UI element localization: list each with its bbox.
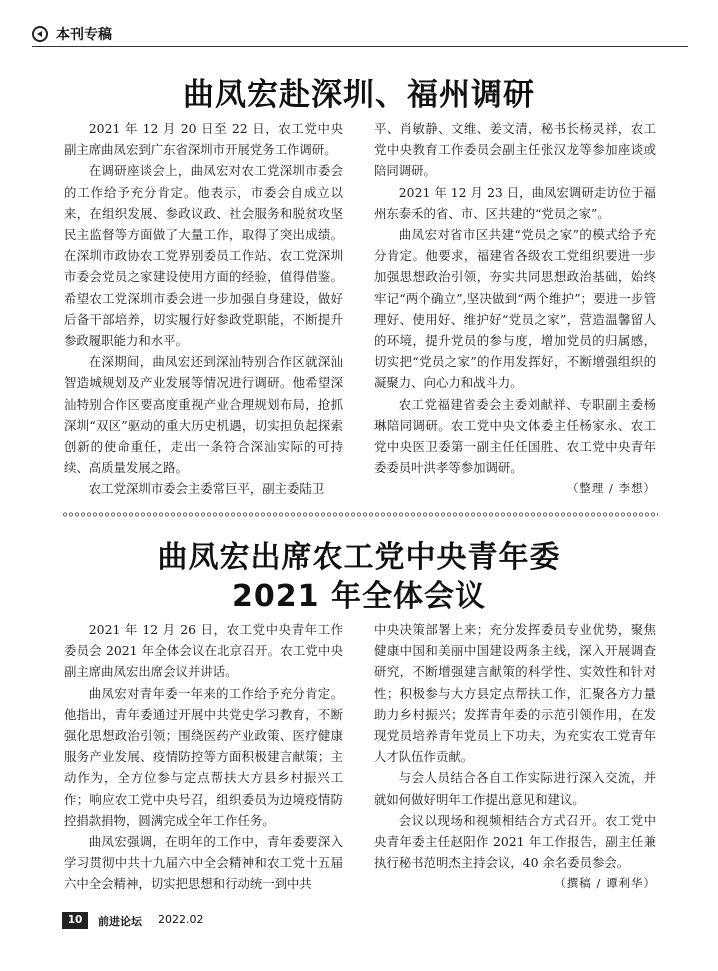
article2-title-line2: 2021 年全体会议 [232,579,486,614]
article1-paragraph: 平、肖敏静、文维、姜文清，秘书长杨灵祥，农工党中央教育工作委员会副主任张汉龙等参加座谈或陪同调研。 [374,121,656,179]
section-label: 本刊专稿 [56,27,112,43]
issue-number: 2022.02 [158,913,204,926]
article2-right-column [374,619,656,895]
arrow-circle-icon [32,26,48,42]
article1-paragraph: 2021 年 12 月 23 日，曲凤宏调研走访位于福州东泰禾的省、市、区共建的“党员之家”。 [374,184,656,221]
article1-credit: （整理 / 李想） [566,481,656,496]
journal-name: 前进论坛 [98,915,142,928]
article2-credit: （撰稿 / 谭利华） [554,876,656,891]
article1-paragraph: 农工党深圳市委会主委常巨平，副主委陆卫 [88,481,325,497]
article2-paragraph: 曲凤宏对青年委一年来的工作给予充分肯定。他指出，青年委通过开展中共党史学习教育，不断强化思想政治引领；围绕医药产业政策、医疗健康服务产业发展、疫情防控等方面积极建言献策；主动作为，全方位参与定点帮扶大方县乡村振兴工作；响应农工党中央号召，组织委员为边境疫情防控捐款捐物，圆满完成全年工作任务。 [64,685,343,828]
article2-paragraph: 曲凤宏强调，在明年的工作中，青年委要深入学习贯彻中共十九届六中全会精神和农工党十五届六中全会精神，切实把思想和行动统一到中共 [64,834,343,892]
article2-paragraph: 与会人员结合各自工作实际进行深入交流，并就如何做好明年工作提出意见和建议。 [374,770,656,807]
article1-paragraph: 在调研座谈会上，曲凤宏对农工党深圳市委会的工作给予充分肯定。他表示，市委会自成立以来，在组织发展、参政议政、社会服务和脱贫攻坚民主监督等方面做了大量工作，取得了突出成绩。在深圳市政协农工党界别委员工作站、农工党深圳市委会党员之家建设使用方面的经验，值得借鉴。希望农工党深圳市委会进一步加强自身建设，做好后备干部培养，切实履行好参政党职能，不断提升参政履职能力和水平。 [64,163,343,349]
article2-paragraph: 会议以现场和视频相结合方式召开。农工党中央青年委主任赵阳作 2021 年工作报告，副主任兼执行秘书范明杰主持会议，40 余名委员参会。 [374,812,656,871]
article2-title-line1: 曲凤宏出席农工党中央青年委 [157,540,561,575]
article1-right-column [374,118,656,500]
page-number: 10 [62,912,88,929]
article2-paragraph: 2021 年 12 月 26 日，农工党中央青年工作委员会 2021 年全体会议在北京召开。农工党中央副主席曲凤宏出席会议并讲话。 [64,622,343,680]
article2-paragraph: 中央决策部署上来；充分发挥委员专业优势，聚焦健康中国和美丽中国建设两条主线，深入开展调查研究，不断增强建言献策的科学性、实效性和针对性；积极参与大方县定点帮扶工作，汇聚各方力量助力乡村振兴；发挥青年委的示范引领作用，在发现党员培养青年党员上下功夫，为充实农工党青年人才队伍作贡献。 [374,622,656,765]
article1-left-column [64,118,343,500]
article1-paragraph: 曲凤宏对省市区共建“党员之家”的模式给予充分肯定。他要求，福建省各级农工党组织要进一步加强思想政治引领，夯实共同思想政治基础，始终牢记“两个确立”,坚决做到“两个维护”；要进一步管理好、使用好、维护好“党员之家”，营造温馨留人的环境，提升党员的参与度，增加党员的归属感，切实把“党员之家”的作用发挥好，不断增强组织的凝聚力、向心力和战斗力。 [374,227,656,391]
section-header [32,22,688,48]
article1-title: 曲凤宏赴深圳、福州调研 [183,77,535,113]
article-divider [62,511,658,518]
article1-paragraph: 农工党福建省委会主委刘献祥、专职副主委杨琳陪同调研。农工党中央文体委主任杨家永、农工党中央医卫委第一副主任任国胜、农工党中央青年委委员叶洪孝等参加调研。 [374,396,656,476]
article2-left-column [64,619,343,895]
article1-paragraph: 2021 年 12 月 20 日至 22 日，农工党中央副主席曲凤宏到广东省深圳市开展党务工作调研。 [64,121,343,158]
header-rule [32,46,688,47]
article1-paragraph: 在深期间，曲凤宏还到深汕特别合作区就深汕智造城规划及产业发展等情况进行调研。他希望深汕特别合作区要高度重视产业合理规划布局，抢抓深圳“双区”驱动的重大历史机遇，切实担负起探索创新的使命重任，走出一条符合深汕实际的可持续、高质量发展之路。 [64,354,343,476]
